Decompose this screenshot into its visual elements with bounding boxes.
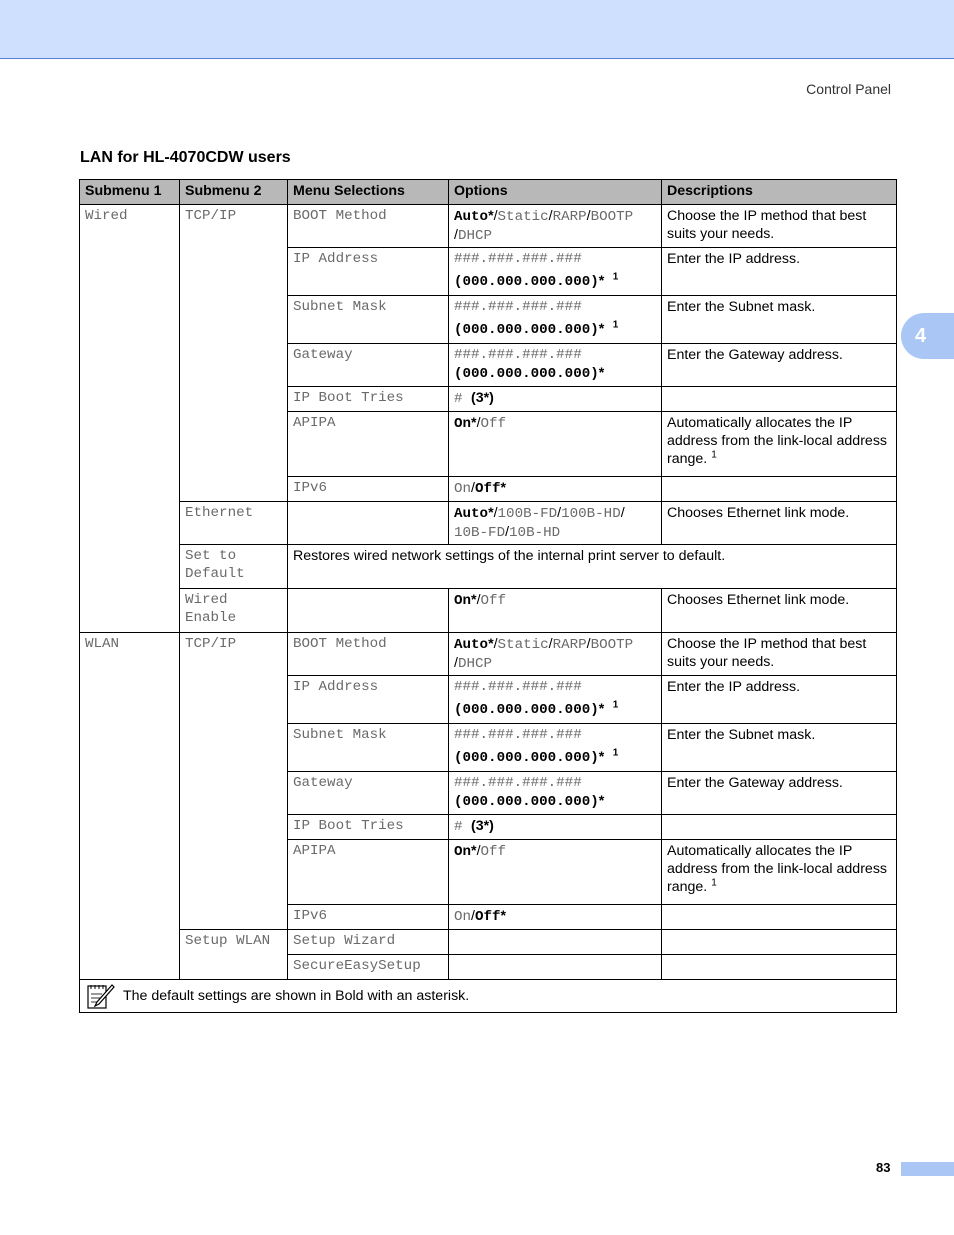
options-cell: Auto*/Static/RARP/BOOTP /DHCP — [449, 205, 662, 248]
description: Enter the Subnet mask. — [662, 724, 897, 772]
page-number: 83 — [876, 1160, 891, 1175]
description — [662, 905, 897, 930]
description: Choose the IP method that best suits your needs. — [662, 633, 897, 676]
options-cell: ###.###.###.### (000.000.000.000)* — [449, 344, 662, 387]
menu-selection: IP Boot Tries — [288, 815, 449, 840]
submenu1-wired: Wired — [80, 205, 180, 633]
menu-selection: IP Boot Tries — [288, 387, 449, 412]
options-cell — [449, 930, 662, 955]
menu-selection: APIPA — [288, 840, 449, 905]
table-row — [80, 545, 897, 589]
col-header-descriptions: Descriptions — [662, 180, 897, 205]
description — [662, 815, 897, 840]
submenu2-wired-enable: Wired Enable — [180, 589, 288, 633]
description: Enter the Subnet mask. — [662, 296, 897, 344]
menu-selection: IPv6 — [288, 477, 449, 502]
note-cell — [80, 980, 897, 1013]
description: Enter the IP address. — [662, 248, 897, 296]
menu-selection: Subnet Mask — [288, 296, 449, 344]
description: Enter the Gateway address. — [662, 344, 897, 387]
table-row — [80, 589, 897, 633]
options-cell: On/Off* — [449, 477, 662, 502]
col-header-menu-selections: Menu Selections — [288, 180, 449, 205]
options-cell: # (3*) — [449, 815, 662, 840]
description — [662, 930, 897, 955]
menu-selection: APIPA — [288, 412, 449, 477]
options-cell: On/Off* — [449, 905, 662, 930]
menu-selection — [288, 502, 449, 545]
options-cell: Auto*/Static/RARP/BOOTP /DHCP — [449, 633, 662, 676]
options-cell: # (3*) — [449, 387, 662, 412]
menu-selection — [288, 589, 449, 633]
running-head: Control Panel — [806, 81, 891, 97]
submenu2-set-to-default: Set to Default — [180, 545, 288, 589]
options-cell: ###.###.###.### (000.000.000.000)* $^1$ — [449, 296, 662, 344]
menu-selection: Setup Wizard — [288, 930, 449, 955]
table-row — [80, 633, 897, 676]
options-cell: Auto*/100B-FD/100B-HD/ 10B-FD/10B-HD — [449, 502, 662, 545]
menu-selection: IP Address — [288, 248, 449, 296]
header-band — [0, 0, 954, 59]
description: Choose the IP method that best suits your needs. — [662, 205, 897, 248]
submenu2-tcpip: TCP/IP — [180, 633, 288, 930]
options-cell: On*/Off — [449, 412, 662, 477]
note-row — [80, 980, 897, 1013]
menu-selection: Subnet Mask — [288, 724, 449, 772]
table-row — [80, 502, 897, 545]
chapter-number: 4 — [915, 324, 927, 347]
options-cell: ###.###.###.### (000.000.000.000)* — [449, 772, 662, 815]
menu-selection: Gateway — [288, 772, 449, 815]
table-header-row — [80, 180, 897, 205]
menu-selection: SecureEasySetup — [288, 955, 449, 980]
description: Chooses Ethernet link mode. — [662, 502, 897, 545]
table-row — [80, 205, 897, 248]
description: Enter the Gateway address. — [662, 772, 897, 815]
menu-selection: Gateway — [288, 344, 449, 387]
description — [662, 955, 897, 980]
submenu2-tcpip: TCP/IP — [180, 205, 288, 502]
note-pencil-icon — [85, 982, 115, 1010]
lan-menu-table — [79, 179, 897, 1013]
description — [662, 387, 897, 412]
col-header-options: Options — [449, 180, 662, 205]
options-cell: ###.###.###.### (000.000.000.000)* $^1$ — [449, 724, 662, 772]
page-number-bar — [901, 1162, 954, 1176]
note-text: The default settings are shown in Bold with an asterisk. — [123, 988, 470, 1004]
menu-selection: BOOT Method — [288, 205, 449, 248]
section-title: LAN for HL-4070CDW users — [80, 149, 291, 166]
options-cell: On*/Off — [449, 840, 662, 905]
options-cell: On*/Off — [449, 589, 662, 633]
options-cell: ###.###.###.### (000.000.000.000)* $^1$ — [449, 248, 662, 296]
options-cell — [449, 955, 662, 980]
submenu2-ethernet: Ethernet — [180, 502, 288, 545]
menu-selection: IP Address — [288, 676, 449, 724]
submenu2-setup-wlan: Setup WLAN — [180, 930, 288, 980]
description: Restores wired network settings of the internal print server to default. — [288, 545, 897, 589]
col-header-submenu1: Submenu 1 — [80, 180, 180, 205]
chapter-tab — [901, 313, 954, 359]
col-header-submenu2: Submenu 2 — [180, 180, 288, 205]
description — [662, 477, 897, 502]
options-cell: ###.###.###.### (000.000.000.000)* $^1$ — [449, 676, 662, 724]
description: Chooses Ethernet link mode. — [662, 589, 897, 633]
submenu1-wlan: WLAN — [80, 633, 180, 980]
table-row — [80, 930, 897, 955]
menu-selection: IPv6 — [288, 905, 449, 930]
description: Automatically allocates the IP address from the link-local address range. $^1$ — [662, 840, 897, 905]
menu-selection: BOOT Method — [288, 633, 449, 676]
description: Automatically allocates the IP address from the link-local address range. $^1$ — [662, 412, 897, 477]
description: Enter the IP address. — [662, 676, 897, 724]
